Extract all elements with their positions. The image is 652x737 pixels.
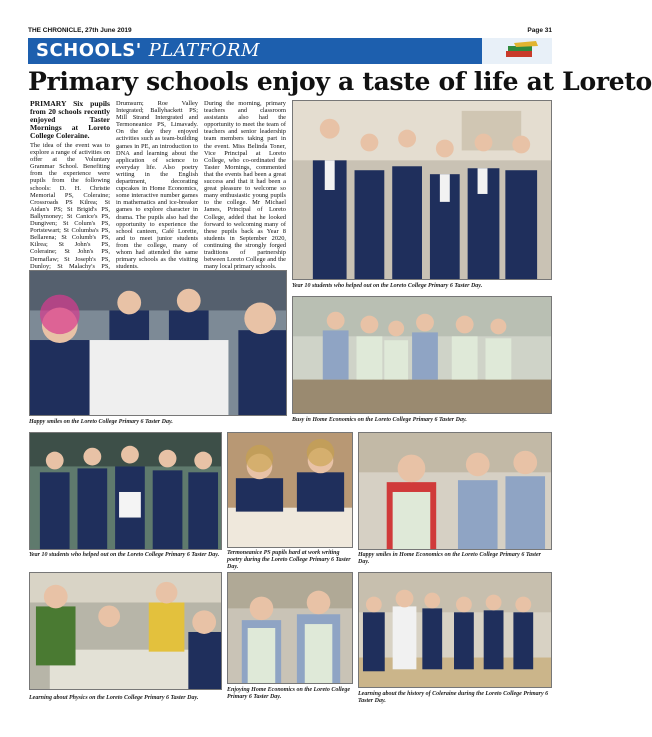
article-column-2: [116, 100, 198, 272]
section-title: [36, 40, 260, 61]
photo-physics: [29, 572, 222, 690]
caption-poetry-writing: Termoneanice PS pupils hard at work writing poetry during the Loreto College Primary 6 Taster Day.: [227, 550, 351, 570]
caption-history-coleraine: Learning about the history of Coleraine during the Loreto College Primary 6 Taster Day.: [358, 691, 549, 704]
masthead: [28, 27, 552, 37]
headline: Primary schools enjoy a taste of life at Loreto: [28, 67, 652, 96]
photo-year10-group: [29, 432, 222, 550]
section-title-word2: PLATFORM: [148, 40, 260, 61]
page-number: Page 31: [527, 27, 552, 34]
caption-year10-group: Year 10 students who helped out on the Loreto College Primary 6 Taster Day.: [29, 552, 220, 558]
publication-date: THE CHRONICLE, 27th June 2019: [28, 27, 132, 34]
photo-enjoying-home-ec: [227, 572, 353, 684]
article-body-1: The idea of the event was to explore a range of activities on offer at the Voluntary Grammar School. Benefiting from the experience were pupils from the following schools: D. H. Christie Memorial PS, Coleraine; Crossroads PS Kilrea; St Aidan's PS; St Brigid's PS, Ballymoney; St Canice's PS, Dungiven; St Colum's PS, Portstewart; St Columba's PS, Bellarena; St Columb's PS, Kilrea; St John's PS, Coleraine; St John's PS, Dernaflaw; St Joseph's PS, Dunloy; St Malachy's PS,: [30, 142, 110, 270]
caption-year10-students: Year 10 students who helped out on the Loreto College Primary 6 Taster Day.: [292, 283, 483, 289]
photo-history-coleraine: [358, 572, 552, 688]
article-column-3: [204, 100, 286, 272]
photo-year10-students: [292, 100, 552, 280]
section-title-word1: SCHOOLS': [36, 40, 142, 61]
photo-home-ec-smiles: [358, 432, 552, 550]
photo-home-economics: [292, 296, 552, 414]
caption-happy-smiles: Happy smiles on the Loreto College Primary 6 Taster Day.: [29, 419, 173, 425]
article-lead: PRIMARY Six pupils from 20 schools recently enjoyed Taster Mornings at Loreto College Coleraine.: [30, 99, 110, 140]
books-icon: [502, 41, 542, 61]
article-body-2: Drumsurn; Roe Valley Integrated; Ballyhackett PS; Mill Strand Intergrated and Termoneanice PS, Limavady. On the day they enjoyed activities such as team-building games in PE, an introduction to DNA and learning about the application of science to everyday life. Also poetry writing in the English department, decorating cupcakes in Home Economics, some interactive number games in mathematics and ice-breaker games to explore character in drama. The pupils also had the opportunity to experience the school canteen, Café Lorette, and to meet junior students from the college, many of whom had attended the same primary schools as the visiting students.: [116, 100, 198, 271]
caption-home-ec-smiles: Happy smiles in Home Economics on the Loreto College Primary 6 Taster Day.: [358, 552, 541, 565]
photo-poetry-writing: [227, 432, 353, 548]
caption-physics: Learning about Physics on the Loreto College Primary 6 Taster Day.: [29, 695, 199, 701]
article-body-3: During the morning, primary teachers and classroom assistants also had the opportunity to meet the team of teachers and senior leadership team members taking part in the event. Miss Belinda Toner, Vice Principal at Loreto College, who co-ordinated the Taster Mornings, commented that the events had been a great success and that it had been a great pleasure to welcome so many enthusiastic young pupils to the college. Mr Michael James, Principal of Loreto College, added that he looked forward to welcoming many of these pupils back as Year 8 students in September 2020, continuing the strongly forged traditions of partnership between Loreto College and the many local primary schools.: [204, 100, 286, 271]
section-banner: [28, 38, 552, 64]
caption-enjoying-home-ec: Enjoying Home Economics on the Loreto College Primary 6 Taster Day.: [227, 687, 350, 700]
caption-home-economics: Busy in Home Economics on the Loreto College Primary 6 Taster Day.: [292, 417, 467, 423]
photo-happy-smiles: [29, 270, 287, 416]
